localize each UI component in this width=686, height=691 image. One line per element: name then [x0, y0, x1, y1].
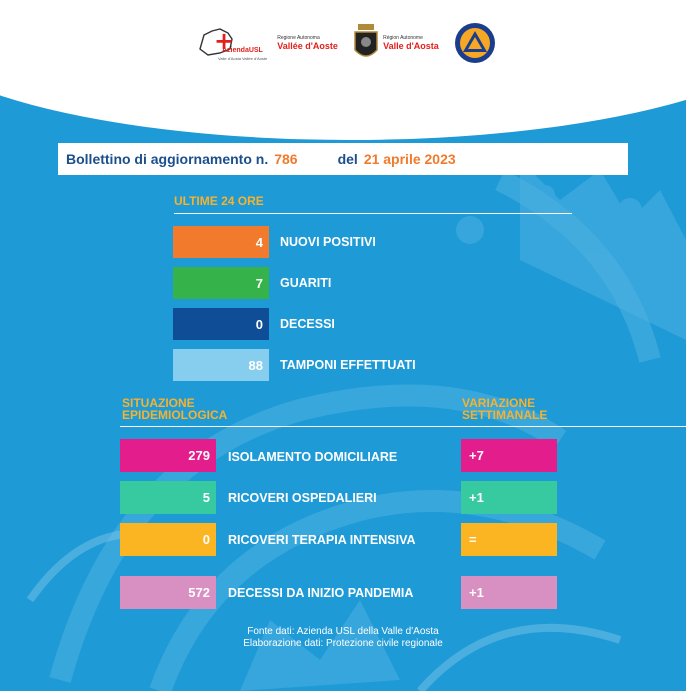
civil-protection-icon	[454, 22, 496, 64]
deaths-value: 0	[173, 308, 269, 340]
deaths-label: DECESSI	[280, 317, 335, 331]
hospital-admissions-label: RICOVERI OSPEDALIERI	[228, 491, 377, 505]
pandemic-deaths-variation: +1	[461, 576, 557, 609]
region-logo-1	[277, 35, 338, 51]
icu-admissions-label: RICOVERI TERAPIA INTENSIVA	[228, 533, 416, 547]
recovered-label: GUARITI	[280, 276, 332, 290]
region2-big: Valle d'Aosta	[383, 41, 439, 51]
usl-name: AziendaUSL	[222, 47, 263, 54]
epidemio-rule	[120, 426, 686, 427]
home-isolation-label: ISOLAMENTO DOMICILIARE	[228, 450, 398, 464]
region1-big: Vallée d'Aoste	[277, 41, 338, 51]
icu-admissions-variation: =	[461, 523, 557, 556]
pandemic-deaths-value: 572	[120, 576, 216, 609]
hospital-admissions-variation: +1	[461, 481, 557, 514]
usl-cross-icon: +	[214, 27, 235, 55]
swabs-value: 88	[173, 349, 269, 381]
epidemio-heading-line2: EPIDEMIOLOGICA	[122, 408, 228, 422]
swabs-label: TAMPONI EFFETTUATI	[280, 358, 416, 372]
hospital-admissions-value: 5	[120, 481, 216, 514]
home-isolation-value: 279	[120, 439, 216, 472]
bulletin-label: Bollettino di aggiornamento n.	[66, 151, 269, 167]
pandemic-deaths-label: DECESSI DA INIZIO PANDEMIA	[228, 586, 414, 600]
usl-sub: Valle d'Aosta Vallée d'Aoste	[218, 56, 268, 61]
logo-bar	[196, 20, 496, 66]
variation-heading-line2: SETTIMANALE	[462, 408, 548, 422]
bulletin-bar	[58, 143, 628, 175]
home-isolation-variation: +7	[461, 439, 557, 472]
footer-elaboration: Elaborazione dati: Protezione civile regionale	[243, 638, 443, 649]
recovered-value: 7	[173, 267, 269, 299]
new-positives-label: NUOVI POSITIVI	[280, 235, 376, 249]
page-title: COVID-19 - SITUAZIONE IN VALLE D'AOSTA	[171, 112, 515, 129]
epidemio-heading-line1: SITUAZIONE	[122, 396, 195, 410]
icu-admissions-value: 0	[120, 523, 216, 556]
region1-small: Regione Autonoma	[277, 35, 320, 41]
bulletin-date: 21 aprile 2023	[363, 151, 456, 167]
footer-source: Fonte dati: Azienda USL della Valle d'Aosta	[247, 626, 439, 637]
regional-crest-icon	[353, 24, 379, 62]
header-band	[0, 0, 686, 80]
region-logo-2	[353, 24, 439, 62]
bulletin-number: 786	[274, 151, 298, 167]
bulletin-del-label: del	[337, 151, 358, 167]
new-positives-value: 4	[173, 226, 269, 258]
usl-logo	[196, 21, 268, 65]
variation-heading-line1: VARIAZIONE	[462, 396, 536, 410]
region2-small: Région Autonome	[383, 35, 423, 41]
last24-rule	[174, 213, 572, 214]
last24-heading: ULTIME 24 ORE	[174, 194, 264, 208]
